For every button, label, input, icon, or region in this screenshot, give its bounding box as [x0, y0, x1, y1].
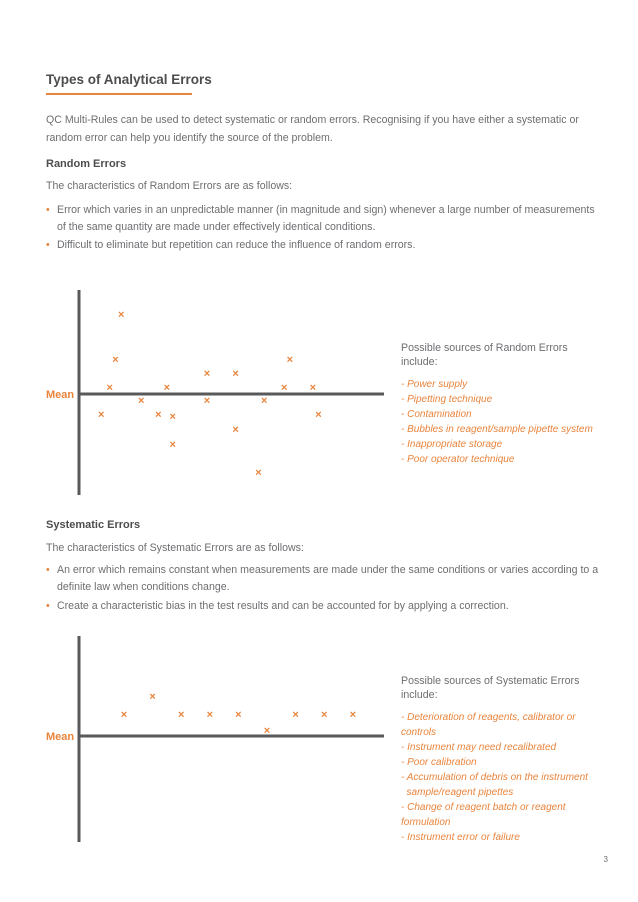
random-bullet-1-text: Error which varies in an unpredictable manner (in magnitude and sign) whenever a large number of measurements of the same quantity are made under effectively identical conditions. [57, 204, 595, 233]
systematic-chart-marks [121, 691, 356, 737]
random-sources-list [401, 377, 601, 467]
title-underline [46, 93, 192, 95]
systematic-bullet-1 [46, 562, 602, 596]
bullet-dot-icon: • [46, 204, 50, 216]
random-chart-marks [98, 309, 322, 479]
random-chart-mean-label: Mean [46, 389, 75, 401]
list-item: - Poor operator technique [401, 454, 515, 465]
systematic-errors-heading: Systematic Errors [46, 519, 141, 531]
data-point-mark: × [280, 382, 288, 394]
list-item: - Pipetting technique [401, 394, 493, 405]
data-point-mark: × [255, 467, 262, 479]
list-item: - Change of reagent batch or reagent formulation [401, 802, 566, 828]
data-point-mark: × [320, 709, 328, 721]
data-point-mark: × [206, 709, 214, 721]
random-errors-lead: The characteristics of Random Errors are as follows: [46, 180, 293, 192]
data-point-mark: × [309, 382, 317, 394]
list-item: - Inappropriate storage [401, 439, 503, 450]
random-bullet-1 [46, 202, 602, 236]
list-item: - Instrument may need recalibrated [401, 742, 557, 753]
list-item: sample/reagent pipettes [401, 787, 514, 798]
data-point-mark: × [349, 709, 357, 721]
list-item: - Deterioration of reagents, calibrator or controls [401, 712, 576, 738]
systematic-errors-lead: The characteristics of Systematic Errors are as follows: [46, 542, 304, 554]
systematic-bullet-2 [46, 598, 602, 615]
data-point-mark: × [163, 382, 171, 394]
bullet-dot-icon: • [46, 564, 50, 576]
random-bullet-2-text: Difficult to eliminate but repetition can reduce the influence of random errors. [57, 239, 416, 251]
data-point-mark: × [149, 691, 156, 703]
data-point-mark: × [112, 354, 119, 366]
random-sources-panel [401, 341, 601, 467]
data-point-mark: × [286, 354, 294, 366]
data-point-mark: × [177, 709, 185, 721]
data-point-mark: × [203, 395, 211, 407]
list-item: - Bubbles in reagent/sample pipette system [401, 424, 593, 435]
data-point-mark: × [315, 409, 322, 421]
data-point-mark: × [106, 382, 113, 394]
systematic-bullet-2-text: Create a characteristic bias in the test results and can be accounted for by applying a correction. [57, 600, 509, 612]
data-point-mark: × [232, 368, 239, 380]
data-point-mark: × [169, 411, 176, 423]
list-item: - Power supply [401, 379, 468, 390]
bullet-dot-icon: • [46, 239, 50, 251]
data-point-mark: × [117, 309, 125, 321]
data-point-mark: × [120, 709, 128, 721]
random-bullet-2 [46, 237, 602, 254]
systematic-chart-mean-label: Mean [46, 731, 75, 743]
data-point-mark: × [155, 409, 162, 421]
page-number: 3 [603, 855, 608, 864]
systematic-sources-panel [401, 674, 601, 845]
page-title: Types of Analytical Errors [46, 72, 212, 87]
data-point-mark: × [169, 439, 176, 451]
list-item: - Instrument error or failure [401, 832, 520, 843]
data-point-mark: × [235, 709, 242, 721]
intro-paragraph: QC Multi-Rules can be used to detect systematic or random errors. Recognising if you have either a systematic or random error can help you identify the source of the problem. [46, 114, 579, 144]
data-point-mark: × [260, 395, 268, 407]
data-point-mark: × [292, 709, 299, 721]
data-point-mark: × [232, 424, 239, 436]
data-point-mark: × [263, 725, 271, 737]
data-point-mark: × [97, 409, 105, 421]
list-item: - Accumulation of debris on the instrument [401, 772, 588, 783]
bullet-dot-icon: • [46, 600, 50, 612]
systematic-sources-list [401, 710, 601, 845]
systematic-bullet-1-text: An error which remains constant when measurements are made under the same conditions or varies according to a definite law when conditions change. [57, 564, 599, 593]
data-point-mark: × [203, 368, 211, 380]
data-point-mark: × [137, 395, 145, 407]
random-sources-heading: Possible sources of Random Errors include: [401, 342, 568, 368]
list-item: - Poor calibration [401, 757, 477, 768]
systematic-sources-heading: Possible sources of Systematic Errors include: [401, 675, 580, 701]
random-errors-heading: Random Errors [46, 158, 127, 170]
list-item: - Contamination [401, 409, 472, 420]
